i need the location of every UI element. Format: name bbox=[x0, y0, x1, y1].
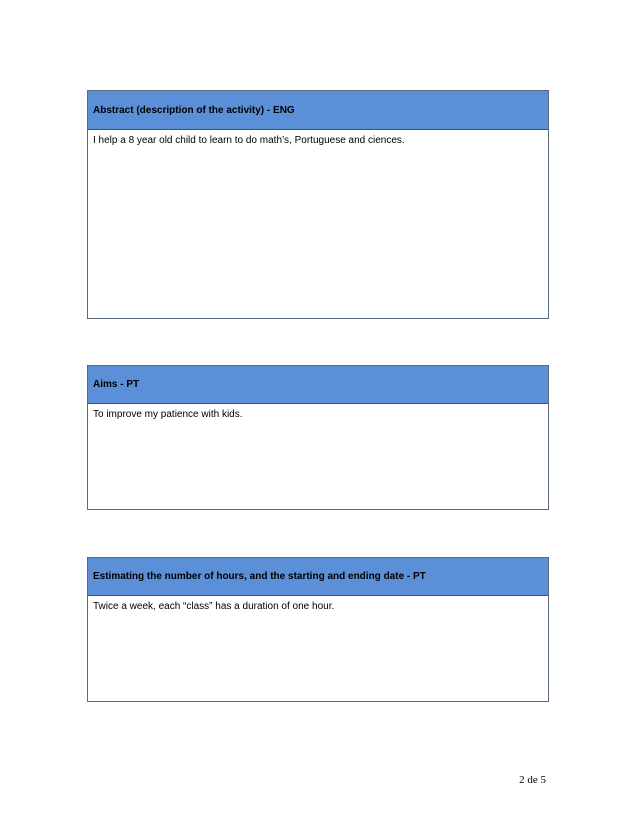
hours-header: Estimating the number of hours, and the starting and ending date - PT bbox=[88, 558, 548, 596]
aims-section bbox=[87, 365, 549, 510]
hours-content: Twice a week, each “class” has a duration of one hour. bbox=[93, 601, 335, 612]
abstract-header: Abstract (description of the activity) - ENG bbox=[88, 91, 548, 130]
abstract-content: I help a 8 year old child to learn to do math’s, Portuguese and ciences. bbox=[93, 135, 405, 146]
hours-section bbox=[87, 557, 549, 702]
aims-content: To improve my patience with kids. bbox=[93, 409, 243, 420]
abstract-section bbox=[87, 90, 549, 319]
page-number: 2 de 5 bbox=[519, 774, 546, 786]
aims-header: Aims - PT bbox=[88, 366, 548, 404]
